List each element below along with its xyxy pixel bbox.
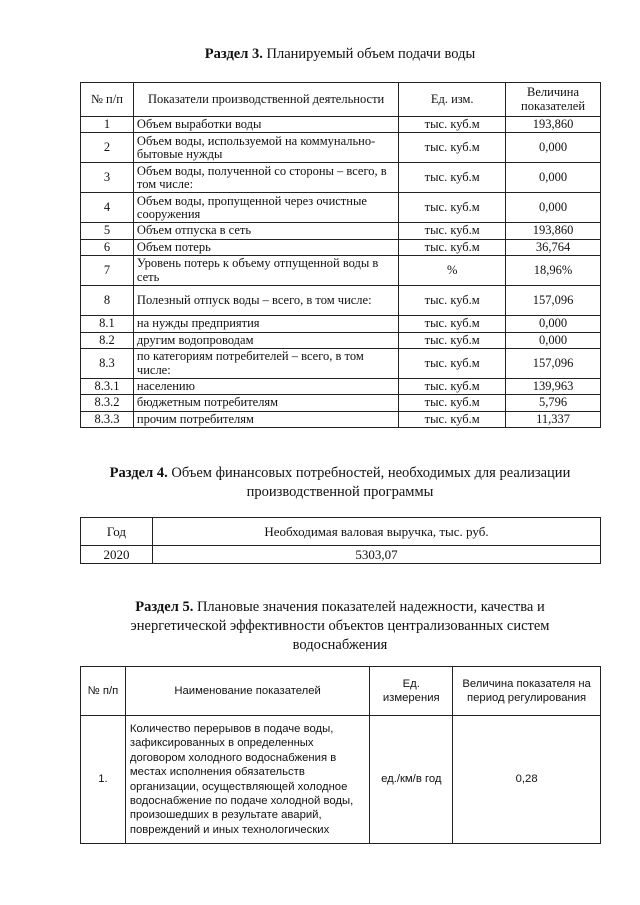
indicator-value: 0,000	[506, 163, 601, 193]
indicator-name: Количество перерывов в подаче воды, зафиксированных в определенных договором холодного водоснабжения в местах исполнения обязательств организации, осуществляющей холодное водоснабжение по подаче холодной воды, произошедших в результате аварий, повреждений и иных технологических	[125, 716, 369, 844]
table-row	[81, 316, 601, 332]
table-row	[81, 239, 601, 255]
row-number: 7	[81, 256, 134, 286]
col-header-revenue: Необходимая валовая выручка, тыс. руб.	[152, 518, 600, 546]
indicator-unit: тыс. куб.м	[399, 163, 506, 193]
section4-label: Раздел 4.	[109, 465, 168, 481]
row-number: 8.3.2	[81, 395, 134, 411]
indicator-unit: тыс. куб.м	[399, 117, 506, 133]
table-row	[81, 411, 601, 427]
financial-needs-table	[80, 517, 601, 564]
section4-heading: Объем финансовых потребностей, необходимых для реализации производственной программы	[171, 465, 571, 500]
indicator-unit: ед./км/в год	[370, 716, 453, 844]
row-number: 8.3	[81, 349, 134, 379]
indicator-name: Объем потерь	[133, 239, 398, 255]
indicator-name: Объем воды, пропущенной через очистные сооружения	[133, 193, 398, 223]
indicator-name: на нужды предприятия	[133, 316, 398, 332]
indicator-name: Уровень потерь к объему отпущенной воды в сеть	[133, 256, 398, 286]
indicator-value: 0,000	[506, 133, 601, 163]
section3-label: Раздел 3.	[204, 46, 263, 62]
indicator-unit: тыс. куб.м	[399, 193, 506, 223]
row-number: 1.	[81, 716, 126, 844]
table-row	[81, 163, 601, 193]
indicator-unit: %	[399, 256, 506, 286]
production-indicators-table	[80, 82, 601, 428]
col-header-unit: Ед. изм.	[399, 83, 506, 117]
table-header-row	[81, 518, 601, 546]
indicator-unit: тыс. куб.м	[399, 133, 506, 163]
col-header-period-value: Величина показателя на период регулирования	[453, 667, 601, 716]
col-header-year: Год	[81, 518, 153, 546]
section4-title	[95, 464, 585, 502]
row-number: 8.3.3	[81, 411, 134, 427]
table-row	[81, 256, 601, 286]
row-number: 5	[81, 223, 134, 239]
table-row	[81, 133, 601, 163]
indicator-unit: тыс. куб.м	[399, 286, 506, 316]
section3-heading: Планируемый объем подачи воды	[266, 46, 476, 62]
indicator-value: 193,860	[506, 223, 601, 239]
indicator-unit: тыс. куб.м	[399, 239, 506, 255]
row-number: 8.2	[81, 332, 134, 348]
table-row	[81, 395, 601, 411]
col-header-number: № п/п	[81, 667, 126, 716]
revenue-cell: 5303,07	[152, 546, 600, 564]
section5-heading: Плановые значения показателей надежности, качества и энергетической эффективности объектов централизованных систем водоснабжения	[130, 599, 550, 653]
row-number: 1	[81, 117, 134, 133]
row-number: 6	[81, 239, 134, 255]
indicator-value: 18,96%	[506, 256, 601, 286]
table-row	[81, 117, 601, 133]
col-header-indicator-name: Наименование показателей	[125, 667, 369, 716]
indicator-value: 11,337	[506, 411, 601, 427]
col-header-value: Величина показателей	[506, 83, 601, 117]
indicator-name: Полезный отпуск воды – всего, в том числе:	[133, 286, 398, 316]
indicator-value: 157,096	[506, 286, 601, 316]
indicator-unit: тыс. куб.м	[399, 395, 506, 411]
indicator-value: 36,764	[506, 239, 601, 255]
section3-title	[60, 45, 620, 64]
row-number: 8.1	[81, 316, 134, 332]
indicator-value: 0,28	[453, 716, 601, 844]
year-cell: 2020	[81, 546, 153, 564]
indicator-unit: тыс. куб.м	[399, 332, 506, 348]
table-header-row	[81, 83, 601, 117]
indicator-value: 193,860	[506, 117, 601, 133]
table-row	[81, 546, 601, 564]
indicator-value: 0,000	[506, 332, 601, 348]
indicator-value: 5,796	[506, 395, 601, 411]
row-number: 4	[81, 193, 134, 223]
table-row	[81, 379, 601, 395]
table-row	[81, 193, 601, 223]
table-row	[81, 349, 601, 379]
col-header-unit: Ед. измерения	[370, 667, 453, 716]
reliability-indicators-table	[80, 666, 601, 844]
indicator-name: населению	[133, 379, 398, 395]
row-number: 8	[81, 286, 134, 316]
col-header-number: № п/п	[81, 83, 134, 117]
indicator-name: другим водопроводам	[133, 332, 398, 348]
indicator-name: Объем воды, полученной со стороны – всего, в том числе:	[133, 163, 398, 193]
table-row	[81, 716, 601, 844]
row-number: 2	[81, 133, 134, 163]
indicator-unit: тыс. куб.м	[399, 379, 506, 395]
indicator-unit: тыс. куб.м	[399, 316, 506, 332]
table-row	[81, 286, 601, 316]
table-row	[81, 332, 601, 348]
col-header-indicator: Показатели производственной деятельности	[133, 83, 398, 117]
indicator-value: 139,963	[506, 379, 601, 395]
indicator-name: Объем воды, используемой на коммунально-бытовые нужды	[133, 133, 398, 163]
table-header-row	[81, 667, 601, 716]
production-indicators-body	[81, 117, 601, 428]
section5-title	[110, 598, 570, 655]
indicator-unit: тыс. куб.м	[399, 349, 506, 379]
indicator-value: 0,000	[506, 193, 601, 223]
indicator-name: Объем отпуска в сеть	[133, 223, 398, 239]
indicator-name: бюджетным потребителям	[133, 395, 398, 411]
indicator-name: прочим потребителям	[133, 411, 398, 427]
indicator-unit: тыс. куб.м	[399, 411, 506, 427]
indicator-name: по категориям потребителей – всего, в том числе:	[133, 349, 398, 379]
indicator-value: 0,000	[506, 316, 601, 332]
indicator-unit: тыс. куб.м	[399, 223, 506, 239]
row-number: 8.3.1	[81, 379, 134, 395]
indicator-name: Объем выработки воды	[133, 117, 398, 133]
row-number: 3	[81, 163, 134, 193]
section5-label: Раздел 5.	[135, 599, 194, 615]
table-row	[81, 223, 601, 239]
indicator-value: 157,096	[506, 349, 601, 379]
